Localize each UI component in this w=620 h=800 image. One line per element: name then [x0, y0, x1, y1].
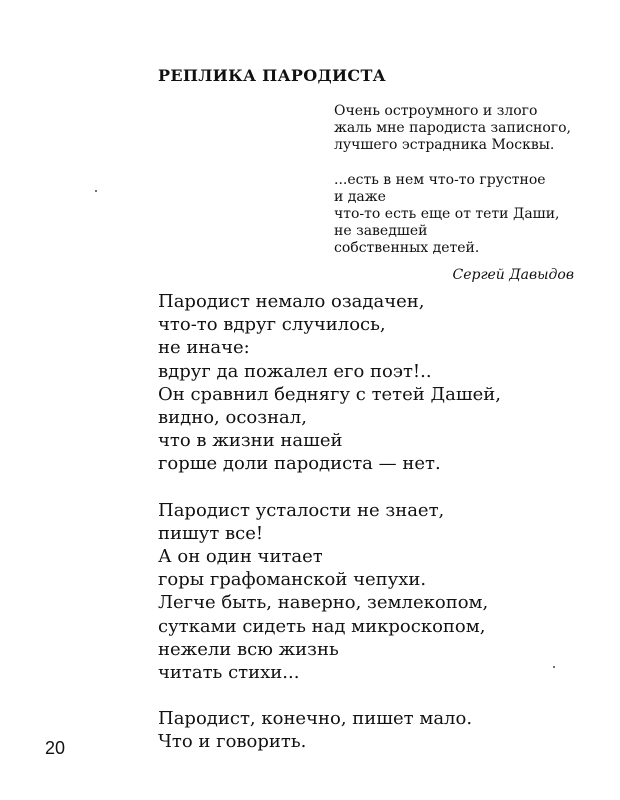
poem-line: что-то вдруг случилось,: [158, 314, 386, 336]
poem-line: не иначе:: [158, 337, 250, 359]
epigraph-line: ...есть в нем что-то грустное: [334, 171, 546, 188]
poem-body: [158, 290, 578, 754]
epigraph-stanza: [334, 103, 594, 155]
poem-line: нежели всю жизнь: [158, 638, 339, 660]
poem-stanza: [158, 290, 578, 476]
print-speck: [553, 666, 555, 668]
poem-line: пишут все!: [158, 522, 264, 544]
epigraph-line: собственных детей.: [334, 240, 480, 257]
poem-line: Легче быть, наверно, землекопом,: [158, 592, 489, 614]
page-number: 20: [45, 738, 66, 758]
epigraph-author: Сергей Давыдов: [452, 266, 574, 283]
poem-line: Пародист усталости не знает,: [158, 499, 445, 521]
poem-line: А он один читает: [158, 546, 323, 568]
epigraph-line: не заведшей: [334, 223, 428, 240]
epigraph-line: лучшего эстрадника Москвы.: [334, 137, 555, 154]
print-speck: [95, 190, 97, 192]
poem-line: горше доли пародиста — нет.: [158, 453, 441, 475]
epigraph-stanza: [334, 172, 594, 258]
poem-line: читать стихи...: [158, 662, 300, 684]
epigraph: [334, 103, 594, 284]
poem-line: горы графоманской чепухи.: [158, 569, 427, 591]
poem-line: что в жизни нашей: [158, 430, 343, 452]
epigraph-line: Очень остроумного и злого: [334, 103, 538, 119]
poem-stanza: [158, 499, 578, 685]
poem-line: Он сравнил беднягу с тетей Дашей,: [158, 383, 501, 405]
poem-line: видно, осознал,: [158, 407, 307, 429]
poem-line: Пародист, конечно, пишет мало.: [158, 708, 473, 730]
poem-title: РЕПЛИКА ПАРОДИСТА: [158, 66, 386, 85]
poem-stanza: [158, 707, 578, 753]
epigraph-line: и даже: [334, 188, 386, 205]
poem-line: вдруг да пожалел его поэт!..: [158, 360, 432, 382]
epigraph-line: жаль мне пародиста записного,: [334, 120, 572, 137]
poem-line: Что и говорить.: [158, 731, 307, 753]
epigraph-line: что-то есть еще от тети Даши,: [334, 206, 560, 223]
poem-line: Пародист немало озадачен,: [158, 291, 425, 312]
poem-line: сутками сидеть над микроскопом,: [158, 615, 486, 637]
